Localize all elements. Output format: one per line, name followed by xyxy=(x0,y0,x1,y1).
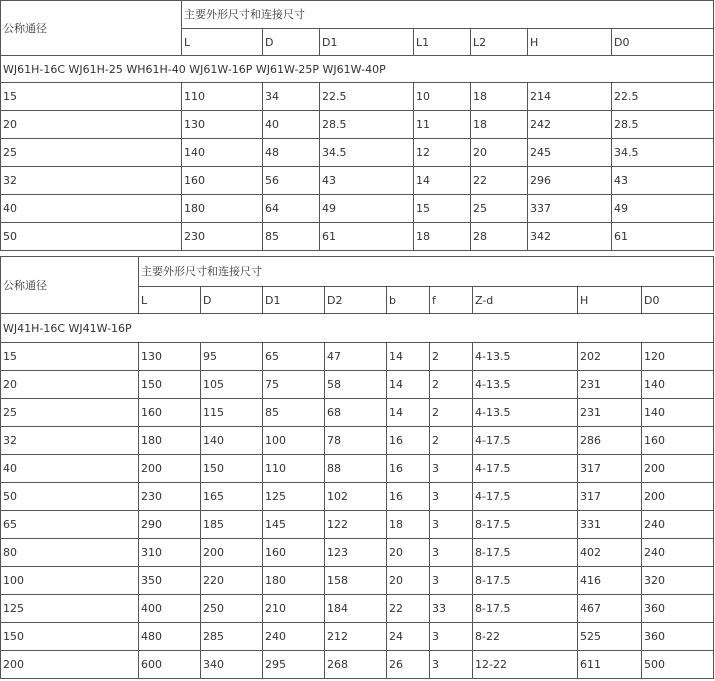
table-cell: 2 xyxy=(430,399,473,427)
table-cell: 230 xyxy=(139,483,201,511)
table-cell: 22 xyxy=(387,595,430,623)
group-header: 主要外形尺寸和连接尺寸 xyxy=(182,1,714,29)
table-cell: 122 xyxy=(325,511,387,539)
table-cell: 85 xyxy=(263,223,320,251)
table-row xyxy=(1,567,714,595)
table-cell: 295 xyxy=(263,651,325,679)
table-cell: 210 xyxy=(263,595,325,623)
table-cell: 160 xyxy=(182,167,263,195)
table-row xyxy=(1,483,714,511)
table-cell: 145 xyxy=(263,511,325,539)
table-cell: 200 xyxy=(139,455,201,483)
table-cell: 202 xyxy=(578,343,642,371)
table-cell: 3 xyxy=(430,511,473,539)
table-cell: 320 xyxy=(642,567,714,595)
table-row xyxy=(1,343,714,371)
table-cell: 18 xyxy=(387,511,430,539)
table-cell: 140 xyxy=(642,399,714,427)
table-cell: 24 xyxy=(387,623,430,651)
table-cell: 125 xyxy=(263,483,325,511)
table-cell: 4-17.5 xyxy=(473,483,578,511)
table-row xyxy=(1,167,714,195)
table-cell: 16 xyxy=(387,483,430,511)
table-cell: 68 xyxy=(325,399,387,427)
table-cell: 28.5 xyxy=(612,111,714,139)
table-cell: 78 xyxy=(325,427,387,455)
table-cell: 25 xyxy=(1,139,182,167)
table-cell: 2 xyxy=(430,343,473,371)
table-cell: 160 xyxy=(263,539,325,567)
table-cell: 160 xyxy=(642,427,714,455)
table-cell: 611 xyxy=(578,651,642,679)
table-cell: 268 xyxy=(325,651,387,679)
column-header: D0 xyxy=(612,29,714,56)
table-cell: 20 xyxy=(1,371,139,399)
table-row xyxy=(1,511,714,539)
table-cell: 34.5 xyxy=(612,139,714,167)
table-cell: 240 xyxy=(642,511,714,539)
table-cell: 32 xyxy=(1,427,139,455)
table-cell: 4-17.5 xyxy=(473,455,578,483)
table-cell: 56 xyxy=(263,167,320,195)
table-cell: 4-13.5 xyxy=(473,399,578,427)
table-cell: 150 xyxy=(1,623,139,651)
column-header: H xyxy=(528,29,612,56)
table-cell: 18 xyxy=(471,83,528,111)
table-cell: 58 xyxy=(325,371,387,399)
model-list: WJ61H-16C WJ61H-25 WH61H-40 WJ61W-16P WJ61W-25P WJ61W-40P xyxy=(1,56,714,83)
column-header: D xyxy=(201,287,263,314)
table-row xyxy=(1,139,714,167)
table-cell: 500 xyxy=(642,651,714,679)
table-cell: 4-17.5 xyxy=(473,427,578,455)
table-cell: 140 xyxy=(642,371,714,399)
table-cell: 296 xyxy=(528,167,612,195)
table-cell: 100 xyxy=(263,427,325,455)
column-header: H xyxy=(578,287,642,314)
table-cell: 150 xyxy=(139,371,201,399)
table-cell: 20 xyxy=(387,567,430,595)
table-cell: 290 xyxy=(139,511,201,539)
table-cell: 402 xyxy=(578,539,642,567)
table-cell: 61 xyxy=(320,223,414,251)
column-header: b xyxy=(387,287,430,314)
table-cell: 64 xyxy=(263,195,320,223)
table-cell: 28 xyxy=(471,223,528,251)
table-cell: 165 xyxy=(201,483,263,511)
table-cell: 123 xyxy=(325,539,387,567)
table-cell: 25 xyxy=(471,195,528,223)
model-list: WJ41H-16C WJ41W-16P xyxy=(1,314,714,343)
table-cell: 22.5 xyxy=(612,83,714,111)
table-cell: 65 xyxy=(1,511,139,539)
table-cell: 340 xyxy=(201,651,263,679)
table-cell: 140 xyxy=(182,139,263,167)
table1-body xyxy=(1,83,714,251)
table-cell: 25 xyxy=(1,399,139,427)
table-cell: 185 xyxy=(201,511,263,539)
table-cell: 600 xyxy=(139,651,201,679)
table-cell: 110 xyxy=(182,83,263,111)
table-cell: 33 xyxy=(430,595,473,623)
column-header: D0 xyxy=(642,287,714,314)
dimension-table-wj41 xyxy=(0,256,714,679)
table-cell: 49 xyxy=(612,195,714,223)
table-cell: 95 xyxy=(201,343,263,371)
table-cell: 20 xyxy=(1,111,182,139)
dimension-table-wj61 xyxy=(0,0,714,251)
table-cell: 360 xyxy=(642,595,714,623)
table-cell: 40 xyxy=(263,111,320,139)
table-cell: 43 xyxy=(612,167,714,195)
model-row xyxy=(1,56,714,83)
table-cell: 125 xyxy=(1,595,139,623)
table-row xyxy=(1,427,714,455)
table-cell: 16 xyxy=(387,455,430,483)
table-cell: 331 xyxy=(578,511,642,539)
table-cell: 317 xyxy=(578,455,642,483)
table-cell: 240 xyxy=(263,623,325,651)
table-cell: 3 xyxy=(430,567,473,595)
table-cell: 14 xyxy=(387,343,430,371)
table-row xyxy=(1,111,714,139)
model-row xyxy=(1,314,714,343)
table-cell: 212 xyxy=(325,623,387,651)
table-cell: 240 xyxy=(642,539,714,567)
column-header: D2 xyxy=(325,287,387,314)
table-cell: 22.5 xyxy=(320,83,414,111)
table-cell: 14 xyxy=(387,371,430,399)
table-cell: 130 xyxy=(182,111,263,139)
table-cell: 34 xyxy=(263,83,320,111)
table-cell: 400 xyxy=(139,595,201,623)
table-cell: 180 xyxy=(182,195,263,223)
table-cell: 342 xyxy=(528,223,612,251)
table-cell: 350 xyxy=(139,567,201,595)
group-header: 主要外形尺寸和连接尺寸 xyxy=(139,257,714,287)
table-cell: 22 xyxy=(471,167,528,195)
table-cell: 34.5 xyxy=(320,139,414,167)
table-cell: 158 xyxy=(325,567,387,595)
table-row xyxy=(1,539,714,567)
column-header: D xyxy=(263,29,320,56)
table-cell: 85 xyxy=(263,399,325,427)
table-cell: 15 xyxy=(1,343,139,371)
table-cell: 200 xyxy=(642,455,714,483)
table-cell: 32 xyxy=(1,167,182,195)
table-row xyxy=(1,623,714,651)
table-cell: 285 xyxy=(201,623,263,651)
table-row xyxy=(1,371,714,399)
table-cell: 115 xyxy=(201,399,263,427)
table-cell: 242 xyxy=(528,111,612,139)
table-cell: 245 xyxy=(528,139,612,167)
table-cell: 110 xyxy=(263,455,325,483)
table-row xyxy=(1,195,714,223)
table-cell: 525 xyxy=(578,623,642,651)
table-cell: 130 xyxy=(139,343,201,371)
table-cell: 15 xyxy=(414,195,471,223)
table-cell: 40 xyxy=(1,455,139,483)
table-cell: 8-17.5 xyxy=(473,539,578,567)
table-cell: 20 xyxy=(471,139,528,167)
table-cell: 184 xyxy=(325,595,387,623)
table-cell: 12-22 xyxy=(473,651,578,679)
table-cell: 3 xyxy=(430,539,473,567)
table-cell: 230 xyxy=(182,223,263,251)
table-cell: 48 xyxy=(263,139,320,167)
table-cell: 14 xyxy=(414,167,471,195)
table-cell: 102 xyxy=(325,483,387,511)
table-cell: 200 xyxy=(201,539,263,567)
table-row xyxy=(1,455,714,483)
table-row xyxy=(1,595,714,623)
table-cell: 50 xyxy=(1,223,182,251)
table-cell: 100 xyxy=(1,567,139,595)
table-cell: 28.5 xyxy=(320,111,414,139)
column-header: L xyxy=(182,29,263,56)
table-cell: 20 xyxy=(387,539,430,567)
column-header: L xyxy=(139,287,201,314)
column-header: f xyxy=(430,287,473,314)
table-row xyxy=(1,399,714,427)
table-cell: 10 xyxy=(414,83,471,111)
table-cell: 160 xyxy=(139,399,201,427)
table-cell: 16 xyxy=(387,427,430,455)
table-cell: 4-13.5 xyxy=(473,371,578,399)
table-row xyxy=(1,651,714,679)
column-header: D1 xyxy=(263,287,325,314)
table-cell: 40 xyxy=(1,195,182,223)
column-header: Z-d xyxy=(473,287,578,314)
table-cell: 8-17.5 xyxy=(473,511,578,539)
table-cell: 480 xyxy=(139,623,201,651)
size-header: 公称通径 xyxy=(1,1,182,56)
table-cell: 11 xyxy=(414,111,471,139)
table-cell: 80 xyxy=(1,539,139,567)
table-cell: 250 xyxy=(201,595,263,623)
column-header: L1 xyxy=(414,29,471,56)
column-header: L2 xyxy=(471,29,528,56)
table-cell: 18 xyxy=(414,223,471,251)
table-cell: 15 xyxy=(1,83,182,111)
table-cell: 8-17.5 xyxy=(473,567,578,595)
table-cell: 12 xyxy=(414,139,471,167)
table-cell: 50 xyxy=(1,483,139,511)
table-cell: 4-13.5 xyxy=(473,343,578,371)
size-header: 公称通径 xyxy=(1,257,139,314)
table-cell: 14 xyxy=(387,399,430,427)
table-cell: 337 xyxy=(528,195,612,223)
table-cell: 49 xyxy=(320,195,414,223)
table-cell: 3 xyxy=(430,455,473,483)
table-cell: 3 xyxy=(430,483,473,511)
table-cell: 88 xyxy=(325,455,387,483)
table-cell: 43 xyxy=(320,167,414,195)
table-cell: 3 xyxy=(430,623,473,651)
table-cell: 65 xyxy=(263,343,325,371)
table-cell: 3 xyxy=(430,651,473,679)
column-header: D1 xyxy=(320,29,414,56)
table-cell: 150 xyxy=(201,455,263,483)
table-header-row xyxy=(1,257,714,287)
table-cell: 416 xyxy=(578,567,642,595)
table-cell: 286 xyxy=(578,427,642,455)
table-cell: 61 xyxy=(612,223,714,251)
table-cell: 18 xyxy=(471,111,528,139)
table-cell: 180 xyxy=(263,567,325,595)
table-cell: 120 xyxy=(642,343,714,371)
table-cell: 180 xyxy=(139,427,201,455)
table-cell: 317 xyxy=(578,483,642,511)
table-cell: 8-22 xyxy=(473,623,578,651)
table-cell: 2 xyxy=(430,427,473,455)
table-cell: 231 xyxy=(578,371,642,399)
table-cell: 310 xyxy=(139,539,201,567)
table-row xyxy=(1,223,714,251)
table-cell: 26 xyxy=(387,651,430,679)
table-cell: 8-17.5 xyxy=(473,595,578,623)
table-cell: 200 xyxy=(642,483,714,511)
table-cell: 360 xyxy=(642,623,714,651)
table-cell: 467 xyxy=(578,595,642,623)
table2-body xyxy=(1,343,714,679)
table-cell: 2 xyxy=(430,371,473,399)
table-cell: 140 xyxy=(201,427,263,455)
table-cell: 105 xyxy=(201,371,263,399)
table-cell: 231 xyxy=(578,399,642,427)
table-cell: 220 xyxy=(201,567,263,595)
table-cell: 200 xyxy=(1,651,139,679)
table-row xyxy=(1,83,714,111)
table-cell: 75 xyxy=(263,371,325,399)
table-cell: 47 xyxy=(325,343,387,371)
table-cell: 214 xyxy=(528,83,612,111)
table-header-row xyxy=(1,1,714,29)
